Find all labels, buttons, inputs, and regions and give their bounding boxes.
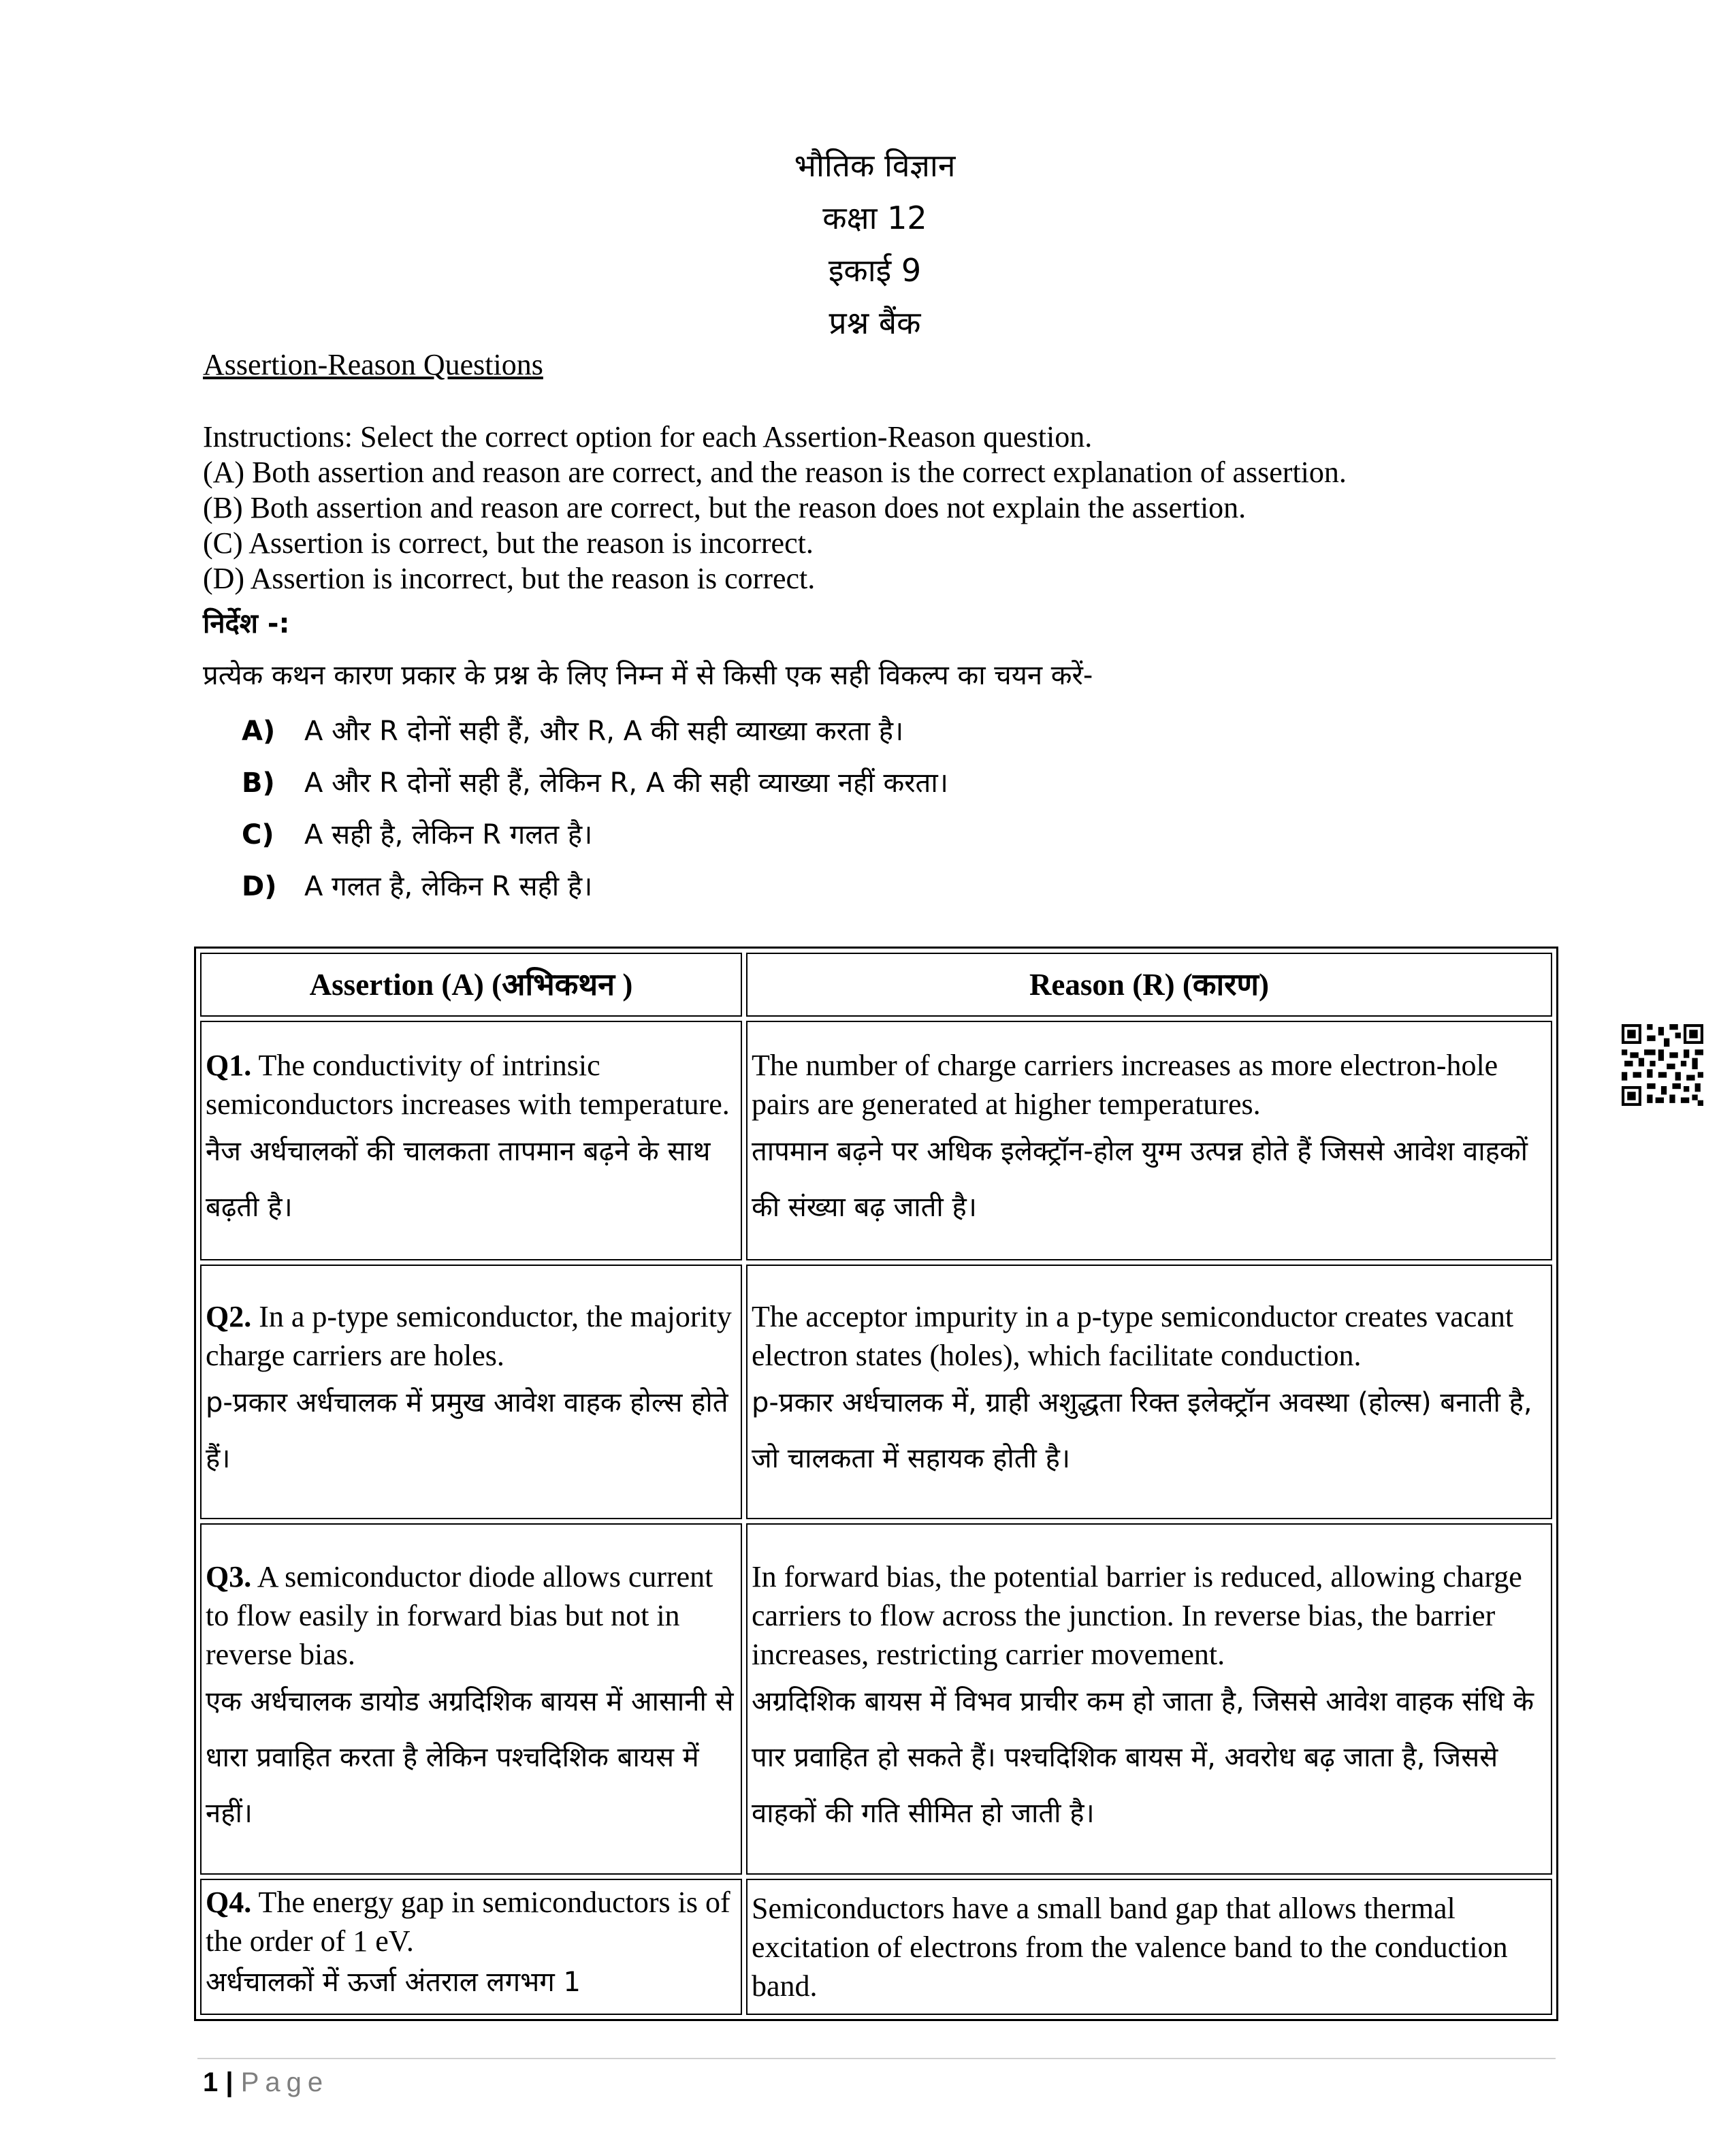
hindi-options-list <box>242 705 948 912</box>
hindi-option-a <box>242 705 948 757</box>
instruction-option-d: (D) Assertion is incorrect, but the reason is correct. <box>203 562 816 595</box>
hindi-option-c <box>242 809 948 861</box>
table-row <box>200 1523 1552 1875</box>
page-footer <box>203 2063 329 2101</box>
reason-hindi: p-प्रकार अर्धचालक में, ग्राही अशुद्धता रिक्त इलेक्ट्रॉन अवस्था (होल्स) बनाती है, जो चालकता में सहायक होती है। <box>752 1387 1532 1474</box>
reason-english: The number of charge carriers increases as more electron-hole pairs are generated at higher temperatures. <box>752 1049 1498 1121</box>
table-header-row <box>200 953 1552 1017</box>
english-instructions <box>203 419 1347 597</box>
option-text: A गलत है, लेकिन R सही है। <box>304 871 593 902</box>
question-bank-label: प्रश्न बैंक <box>829 304 921 341</box>
assertion-english: A semiconductor diode allows current to flow easily in forward bias but not in reverse bias. <box>206 1559 713 1671</box>
option-text: A और R दोनों सही हैं, और R, A की सही व्याख्या करता है। <box>304 716 904 747</box>
option-text: A सही है, लेकिन R गलत है। <box>304 819 593 851</box>
assertion-english: The conductivity of intrinsic semiconductors increases with temperature. <box>206 1049 730 1121</box>
question-number: Q3. <box>206 1559 252 1593</box>
assertion-cell <box>200 1265 742 1519</box>
reason-hindi: तापमान बढ़ने पर अधिक इलेक्ट्रॉन-होल युग्म उत्पन्न होते हैं जिससे आवेश वाहकों की संख्या बढ़ जाती है। <box>752 1136 1528 1223</box>
assertion-cell <box>200 1021 742 1260</box>
reason-hindi: अग्रदिशिक बायस में विभव प्राचीर कम हो जाता है, जिससे आवेश वाहक संधि के पार प्रवाहित हो सकते हैं। पश्चदिशिक बायस में, अवरोध बढ़ जाता है, जिससे वाहकों की गति सीमित हो जाती है। <box>752 1685 1534 1829</box>
reason-cell <box>746 1265 1552 1519</box>
option-text: A और R दोनों सही हैं, लेकिन R, A की सही व्याख्या नहीं करता। <box>304 767 948 799</box>
reason-cell <box>746 1021 1552 1260</box>
footer-divider <box>197 2058 1556 2059</box>
reason-cell <box>746 1879 1552 2015</box>
document-header <box>0 140 1736 349</box>
hindi-option-b <box>242 757 948 809</box>
assertion-hindi: p-प्रकार अर्धचालक में प्रमुख आवेश वाहक होल्स होते हैं। <box>206 1387 728 1474</box>
assertion-cell <box>200 1523 742 1875</box>
question-number: Q2. <box>206 1300 252 1333</box>
instruction-option-b: (B) Both assertion and reason are correct, but the reason does not explain the assertion. <box>203 491 1247 524</box>
assertion-column-header: Assertion (A) (अभिकथन ) <box>200 953 742 1017</box>
option-letter: B) <box>242 767 275 799</box>
assertion-english: In a p-type semiconductor, the majority charge carriers are holes. <box>206 1300 732 1372</box>
qr-code-icon <box>1622 1024 1703 1106</box>
class-label: कक्षा 12 <box>822 200 927 236</box>
reason-column-header: Reason (R) (कारण) <box>746 953 1552 1017</box>
instruction-option-a: (A) Both assertion and reason are correct, and the reason is the correct explanation of assertion. <box>203 456 1347 489</box>
table-row <box>200 1879 1552 2015</box>
table-row <box>200 1265 1552 1519</box>
option-letter: A) <box>242 716 276 747</box>
page-number: 1 <box>203 2067 219 2097</box>
hindi-instructions-heading: निर्देश -: <box>203 608 290 639</box>
unit-label: इकाई 9 <box>828 252 922 289</box>
assertion-hindi: नैज अर्धचालकों की चालकता तापमान बढ़ने के साथ बढ़ती है। <box>206 1136 711 1223</box>
instruction-option-c: (C) Assertion is correct, but the reason is incorrect. <box>203 526 814 560</box>
assertion-cell <box>200 1879 742 2015</box>
assertion-reason-table <box>194 947 1558 2021</box>
footer-separator: | <box>225 2067 234 2097</box>
assertion-english: The energy gap in semiconductors is of the order of 1 eV. <box>206 1886 730 1958</box>
section-title: Assertion-Reason Questions <box>203 348 543 381</box>
option-letter: C) <box>242 819 274 851</box>
question-number: Q4. <box>206 1886 252 1919</box>
instructions-intro: Instructions: Select the correct option for each Assertion-Reason question. <box>203 420 1093 454</box>
question-number: Q1. <box>206 1049 252 1082</box>
hindi-option-d <box>242 861 948 912</box>
reason-cell <box>746 1523 1552 1875</box>
reason-english: The acceptor impurity in a p-type semiconductor creates vacant electron states (holes), which facilitate conduction. <box>752 1300 1514 1372</box>
assertion-hindi: अर्धचालकों में ऊर्जा अंतराल लगभग 1 <box>206 1967 581 1998</box>
reason-english: Semiconductors have a small band gap that allows thermal excitation of electrons from the valence band to the conduction band. <box>752 1891 1508 2003</box>
reason-english: In forward bias, the potential barrier is reduced, allowing charge carriers to flow across the junction. In reverse bias, the barrier increases, restricting carrier movement. <box>752 1559 1522 1671</box>
subject-title: भौतिक विज्ञान <box>794 147 956 184</box>
option-letter: D) <box>242 871 277 902</box>
table-row <box>200 1021 1552 1260</box>
hindi-instructions-intro: प्रत्येक कथन कारण प्रकार के प्रश्न के लिए निम्न में से किसी एक सही विकल्प का चयन करें- <box>203 660 1093 691</box>
page-word: Page <box>240 2067 329 2097</box>
assertion-hindi: एक अर्धचालक डायोड अग्रदिशिक बायस में आसानी से धारा प्रवाहित करता है लेकिन पश्चदिशिक बायस में नहीं। <box>206 1685 734 1829</box>
